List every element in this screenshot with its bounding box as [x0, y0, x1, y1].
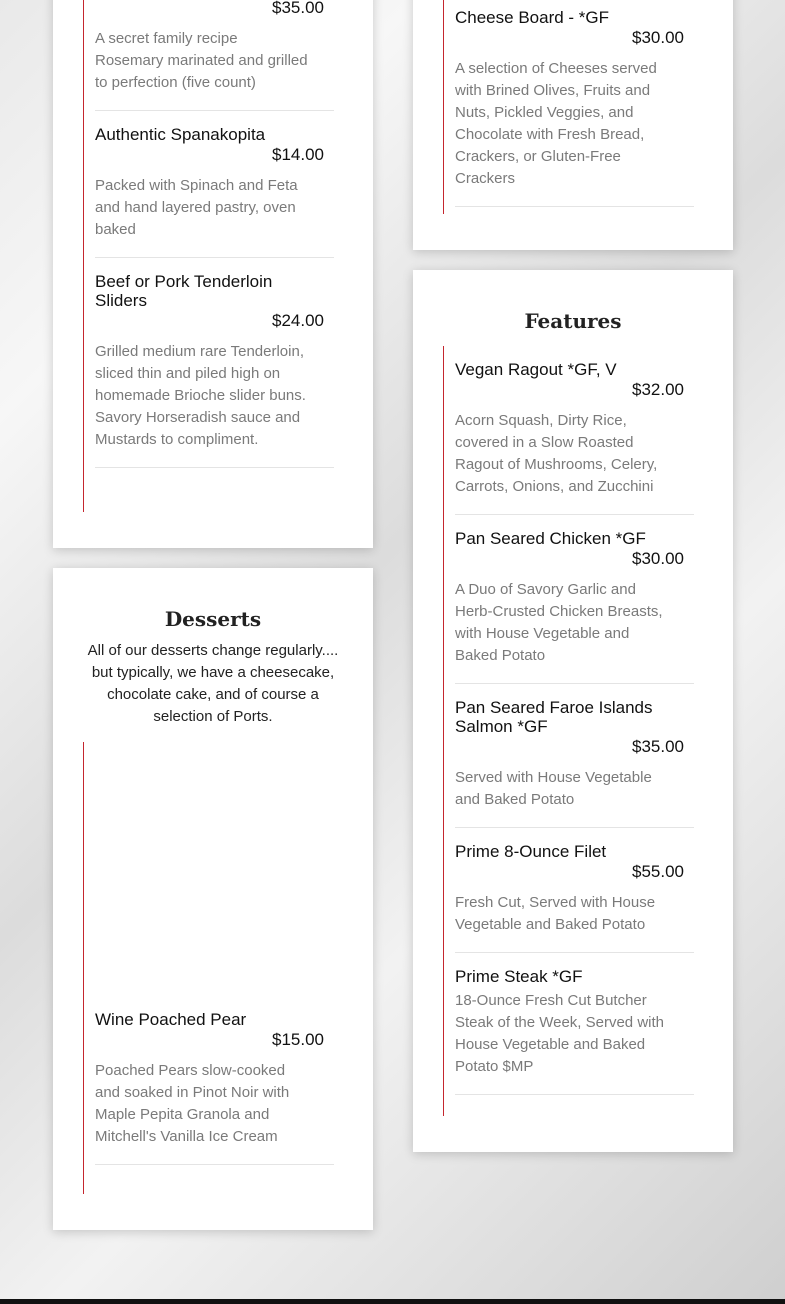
menu-item [455, 346, 694, 515]
item-price: $35.00 [632, 737, 684, 756]
item-price: $32.00 [632, 380, 684, 399]
features-title: Features [524, 309, 622, 333]
item-price: $55.00 [632, 862, 684, 881]
appetizers-list [83, 0, 334, 512]
desserts-title: Desserts [164, 607, 262, 631]
starters-list [443, 0, 694, 214]
item-price: $24.00 [272, 311, 324, 330]
item-description: Fresh Cut, Served with House Vegetable and Baked Potato [455, 894, 656, 933]
item-description: Served with House Vegetable and Baked Potato [455, 769, 652, 808]
item-description: 18-Ounce Fresh Cut Butcher Steak of the Week, Served with House Vegetable and Baked Potato $MP [455, 992, 664, 1075]
menu-item [95, 258, 334, 468]
item-name: Authentic Spanakopita [95, 125, 266, 144]
item-description: Acorn Squash, Dirty Rice, covered in a Slow Roasted Ragout of Mushrooms, Celery, Carrots, Onions, and Zucchini [455, 412, 658, 495]
item-name: Beef or Pork Tenderloin Sliders [95, 272, 273, 310]
menu-item [95, 742, 334, 1165]
item-name: Cheese Board - *GF [455, 8, 610, 27]
menu-item [455, 515, 694, 684]
menu-item [455, 828, 694, 953]
desserts-list [83, 742, 334, 1194]
item-name: Pan Seared Faroe Islands Salmon *GF [455, 698, 653, 736]
item-description: A Duo of Savory Garlic and Herb-Crusted Chicken Breasts, with House Vegetable and Baked Potato [455, 581, 663, 664]
appetizers-card [53, 0, 373, 548]
starters-card [413, 0, 733, 250]
item-description: A secret family recipe Rosemary marinated and grilled to perfection (five count) [95, 30, 308, 91]
menu-item [455, 684, 694, 828]
menu-item [455, 0, 694, 207]
item-description: Poached Pears slow-cooked and soaked in Pinot Noir with Maple Pepita Granola and Mitchell's Vanilla Ice Cream [95, 1062, 290, 1145]
menu-item [95, 111, 334, 258]
features-list [443, 346, 694, 1116]
item-price: $35.00 [272, 0, 324, 17]
menu-item [95, 0, 334, 111]
item-name: Prime 8-Ounce Filet [455, 842, 607, 861]
item-description: Grilled medium rare Tenderloin, sliced thin and piled high on homemade Brioche slider buns. Savory Horseradish sauce and Mustards to compliment. [95, 343, 306, 448]
item-price: $15.00 [272, 1030, 324, 1049]
desserts-description: All of our desserts change regularly.... but typically, we have a cheesecake, chocolate cake, and of course a selection of Ports. [87, 642, 339, 725]
item-name: Pan Seared Chicken *GF [455, 529, 646, 548]
features-card [413, 270, 733, 1152]
item-name: Vegan Ragout *GF, V [455, 360, 617, 379]
item-name: Prime Steak *GF [455, 967, 583, 986]
desserts-card [53, 568, 373, 1230]
item-description: A selection of Cheeses served with Brined Olives, Fruits and Nuts, Pickled Veggies, and Chocolate with Fresh Bread, Crackers, or Gluten-Free Crackers [455, 60, 657, 187]
item-price: $30.00 [632, 549, 684, 568]
item-name: Wine Poached Pear [95, 1010, 247, 1029]
item-price: $30.00 [632, 28, 684, 47]
menu-item [455, 953, 694, 1095]
page-bottom-bar [0, 1299, 785, 1304]
item-price: $14.00 [272, 145, 324, 164]
item-description: Packed with Spinach and Feta and hand layered pastry, oven baked [95, 177, 298, 238]
